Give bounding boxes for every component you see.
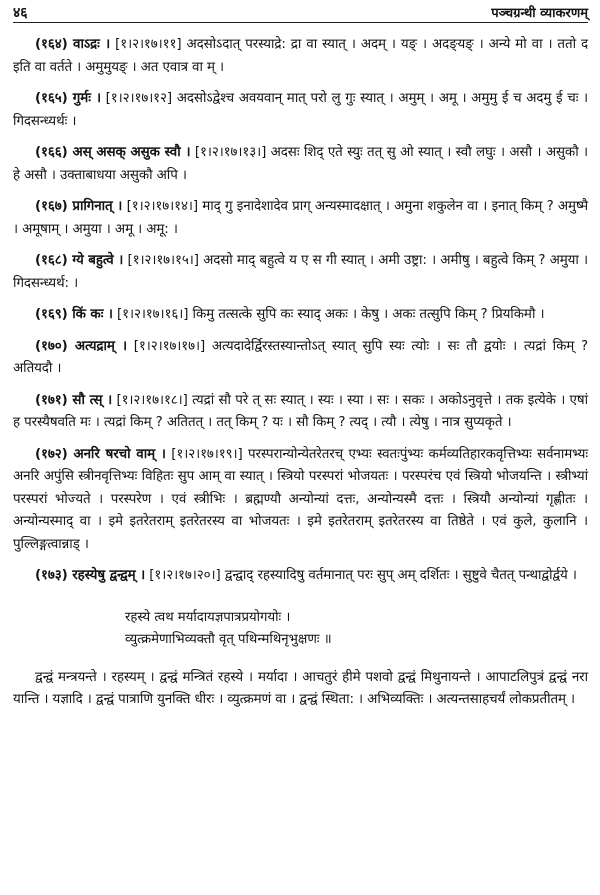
sutra-commentary: [१।२।१७।१४।] माद् गु इनादेशादेव प्राग् अन्यस्मादक्षात् । अमुना शकुलेन वा । इनात् किम् ? अमुष्मै । अमूषाम् । अमुया । अमू । अमू: । [13,199,588,237]
sutra-paragraph-165 [13,88,588,133]
sutra-paragraph-168 [13,250,588,295]
page-number: ४६ [13,5,28,21]
running-title: पञ्चग्रन्थी व्याकरणम् [491,6,588,21]
sutra-commentary: [१।२।१७।१७।] अत्यदादेर्द्विरस्तस्यान्तोऽत् स्यात् सुपि स्यः त्योः । सः तौ द्वयोः । त्यद्रां किम् ? अतियदौ । [13,338,588,376]
verse-block [125,607,588,651]
sutra-paragraph-173 [13,565,588,588]
sutra-paragraph-164 [13,34,588,79]
sutra-heading: (१६८) ग्ये बहुत्वे । [35,253,124,268]
page-content [13,34,588,721]
sutra-commentary: [१।२।१७।१२] अदसोऽद्वेश्च अवयवान् मात् परो लु गुः स्यात् । अमुम् । अमू । अमुमु ई च अदमु ई चः । गिदसन्ध्यर्थः । [13,91,589,129]
sutra-commentary: [१।२।१७।११] अदसोऽदात् परस्याद्रे: द्रा वा स्यात् । अदम् । यङ् । अदङ्‌यङ् । अन्ये मो वा । ततो द इति वा वर्तते । अमुमुयङ् । अत एवात्र वा म् । [13,37,588,75]
sutra-paragraph-169 [13,304,588,327]
sutra-heading: (१७१) सौ त्स् । [35,392,113,408]
sutra-commentary: [१।२।१७।१३।] अदसः शिद् एते स्युः तत् सु ओ स्यात् । स्वौ लघुः । असौ । असुकौ । हे असौ । उक्ताबाधया असुकौ अपि । [13,145,588,183]
sutra-heading: (१६६) अस् असक् असुक स्वौ । [35,145,191,160]
sutra-heading: (१६४) वाऽद्रः । [35,37,111,52]
sutra-commentary: [१।२।१७।१८।] त्यद्रां सौ परे त् सः स्यात् । स्यः । स्या । सः । सकः । अकोऽनुवृत्ते । तक इत्येके । एषां ह परस्यैषवति मः । त्यद्रां किम् ? अतितत् । तत् किम् ? यः । सौ किम् ? त्यद् । त्यौ । त्येषु । नात्र सुप्यकृते । [13,392,588,430]
sutra-heading: (१७३) रहस्येषु द्वन्द्वम् । [35,568,146,583]
sutra-paragraph-167 [13,196,588,241]
example-paragraph: द्वन्द्वं मन्त्रयन्ते । रहस्यम् । द्वन्द्वं मन्त्रितं रहस्ये । मर्यादा । आचतुरं हीमे पशवो द्वन्द्वं मिथुनायन्ते । आपाटलिपुत्रं द्वन्द्वं नरा यान्ति । यज्ञादि । द्वन्द्वं पात्राणि युनक्ति धीरः । व्युत्क्रमणं वा । द्वन्द्वं स्थिता: । अभिव्यक्तिः । अत्यन्तसाहचर्यं लोकप्रतीतम् । [13,669,588,707]
sutra-heading: (१६९) किं कः । [35,307,113,322]
sutra-paragraph-166 [13,142,588,187]
sutra-commentary: [१।२।१७।१६।] किमु तत्सत्के सुपि कः स्याद् अकः । केषु । अकः तत्सुपि किम् ? प्रियकिमौ । [112,307,545,322]
sutra-heading: (१६५) गुर्मः । [35,91,101,106]
sutra-commentary: [१।२।१७।१५।] अदसो माद् बहुत्वे य ए स गी स्यात् । अमी उष्ट्रा: । अमीषु । बहुत्वे किम् ? अमुया । गिदसन्ध्यर्थ: । [13,253,589,291]
sutra-paragraph-170 [13,336,588,381]
sutra-heading: (१७०) अत्यद्राम् । [35,338,127,354]
sutra-heading: (१७२) अनरि षरचो वाम् । [35,446,166,462]
verse-line-2: व्युत्क्रमेणाभिव्यक्तौ वृत् पथिन्मथिनृभुक्षणः ॥ [125,631,332,647]
sutra-paragraph-172 [13,444,588,557]
sutra-heading: (१६७) प्रागिनात् । [35,199,123,214]
sutra-paragraph-171 [13,390,588,435]
page-header [13,2,588,23]
sutra-commentary: [१।२।१७।२०।] द्वन्द्वाद् रहस्यादिषु वर्तमानात् परः सुप् अम् दर्शितः । सुष्टुवे चैतत् पन्थाद्वोर्द्वये । [145,568,577,583]
sutra-commentary: [१।२।१७।१९।] परस्परान्योन्येतरेतरच् एभ्यः स्वतःपुंभ्यः कर्मव्यतिहारकवृत्तिभ्यः सर्वनामभ्यः अनरि अपुंसि स्त्रीनवृत्तिभ्यः विहितः सुप आम् वा स्यात् । स्त्रियो परस्परां भोजयतः । परस्परंच एवं स्त्रियो भोजयन्ति । स्त्रीभ्यां परस्परां भोज्यते । परस्परेण । एवं स्त्रीभिः । ब्रह्मण्यौ अन्योन्यां दत्तः, अन्योन्यस्मै दत्तः । स्त्रियौ अन्योन्यां गृह्णीतः । अन्योन्यस्माद् वा । इमे इतरेतराम् इतरेतरस्य वा भोजयतः । इमे इतरेतराम् इतरेतरस्य वा तिष्ठेते । एवं कुले, कुलानि । पुल्लिङ्गत्वान्नाड् । [13,446,588,552]
verse-line-1: रहस्ये त्वथ मर्यादायज्ञपात्रप्रयोगयोः । [125,609,291,625]
